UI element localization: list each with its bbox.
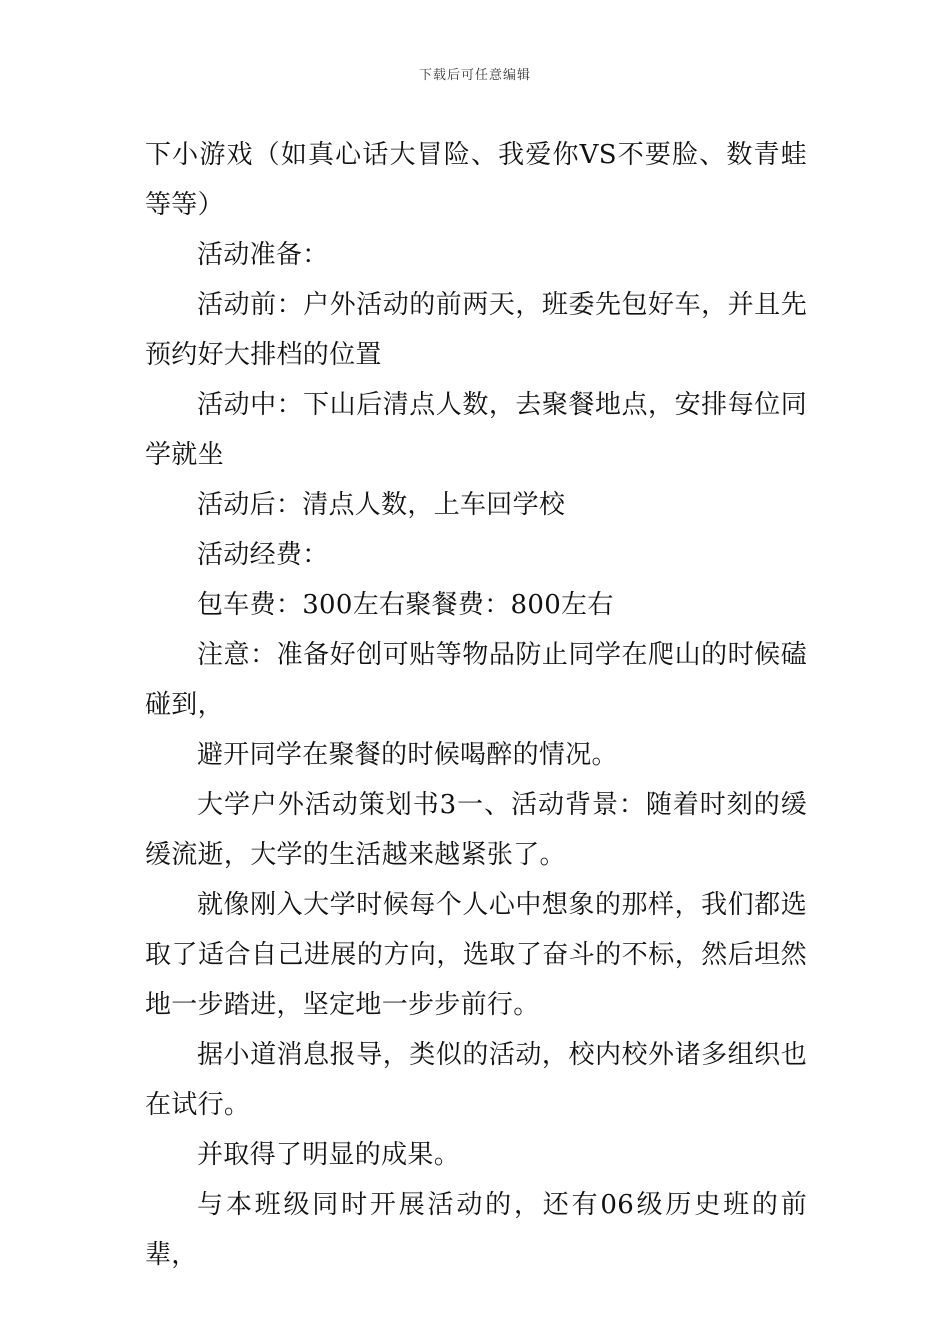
paragraph-budget-heading: 活动经费： <box>197 540 329 570</box>
paragraph-preparation-heading: 活动准备： <box>197 240 329 270</box>
page-header-note: 下载后可任意编辑 <box>418 68 531 83</box>
document-body <box>145 130 807 1280</box>
paragraph-game-list: 下小游戏（如真心话大冒险、我爱你VS不要脸、数青蛙等等） <box>145 140 807 220</box>
paragraph-news: 据小道消息报导，类似的活动，校内校外诸多组织也在试行。 <box>145 1040 807 1120</box>
paragraph-during-activity: 活动中：下山后清点人数，去聚餐地点，安排每位同学就坐 <box>145 390 807 470</box>
paragraph-after-activity: 活动后：清点人数，上车回学校 <box>197 490 566 520</box>
paragraph-budget-detail: 包车费：300左右聚餐费：800左右 <box>197 590 614 620</box>
paragraph-plan-3-background: 大学户外活动策划书3一、活动背景：随着时刻的缓缓流逝，大学的生活越来越紧张了。 <box>145 790 807 870</box>
paragraph-direction: 就像刚入大学时候每个人心中想象的那样，我们都选取了适合自己进展的方向，选取了奋斗的不标，然后坦然地一步踏进，坚定地一步步前行。 <box>145 890 807 1020</box>
paragraph-notice: 注意：准备好创可贴等物品防止同学在爬山的时候磕碰到， <box>145 640 807 720</box>
paragraph-concurrent-activity: 与本班级同时开展活动的，还有06级历史班的前辈， <box>145 1190 807 1270</box>
paragraph-before-activity: 活动前：户外活动的前两天，班委先包好车，并且先预约好大排档的位置 <box>145 290 807 370</box>
paragraph-notice-drinking: 避开同学在聚餐的时候喝醉的情况。 <box>197 740 618 770</box>
paragraph-results: 并取得了明显的成果。 <box>197 1140 461 1170</box>
